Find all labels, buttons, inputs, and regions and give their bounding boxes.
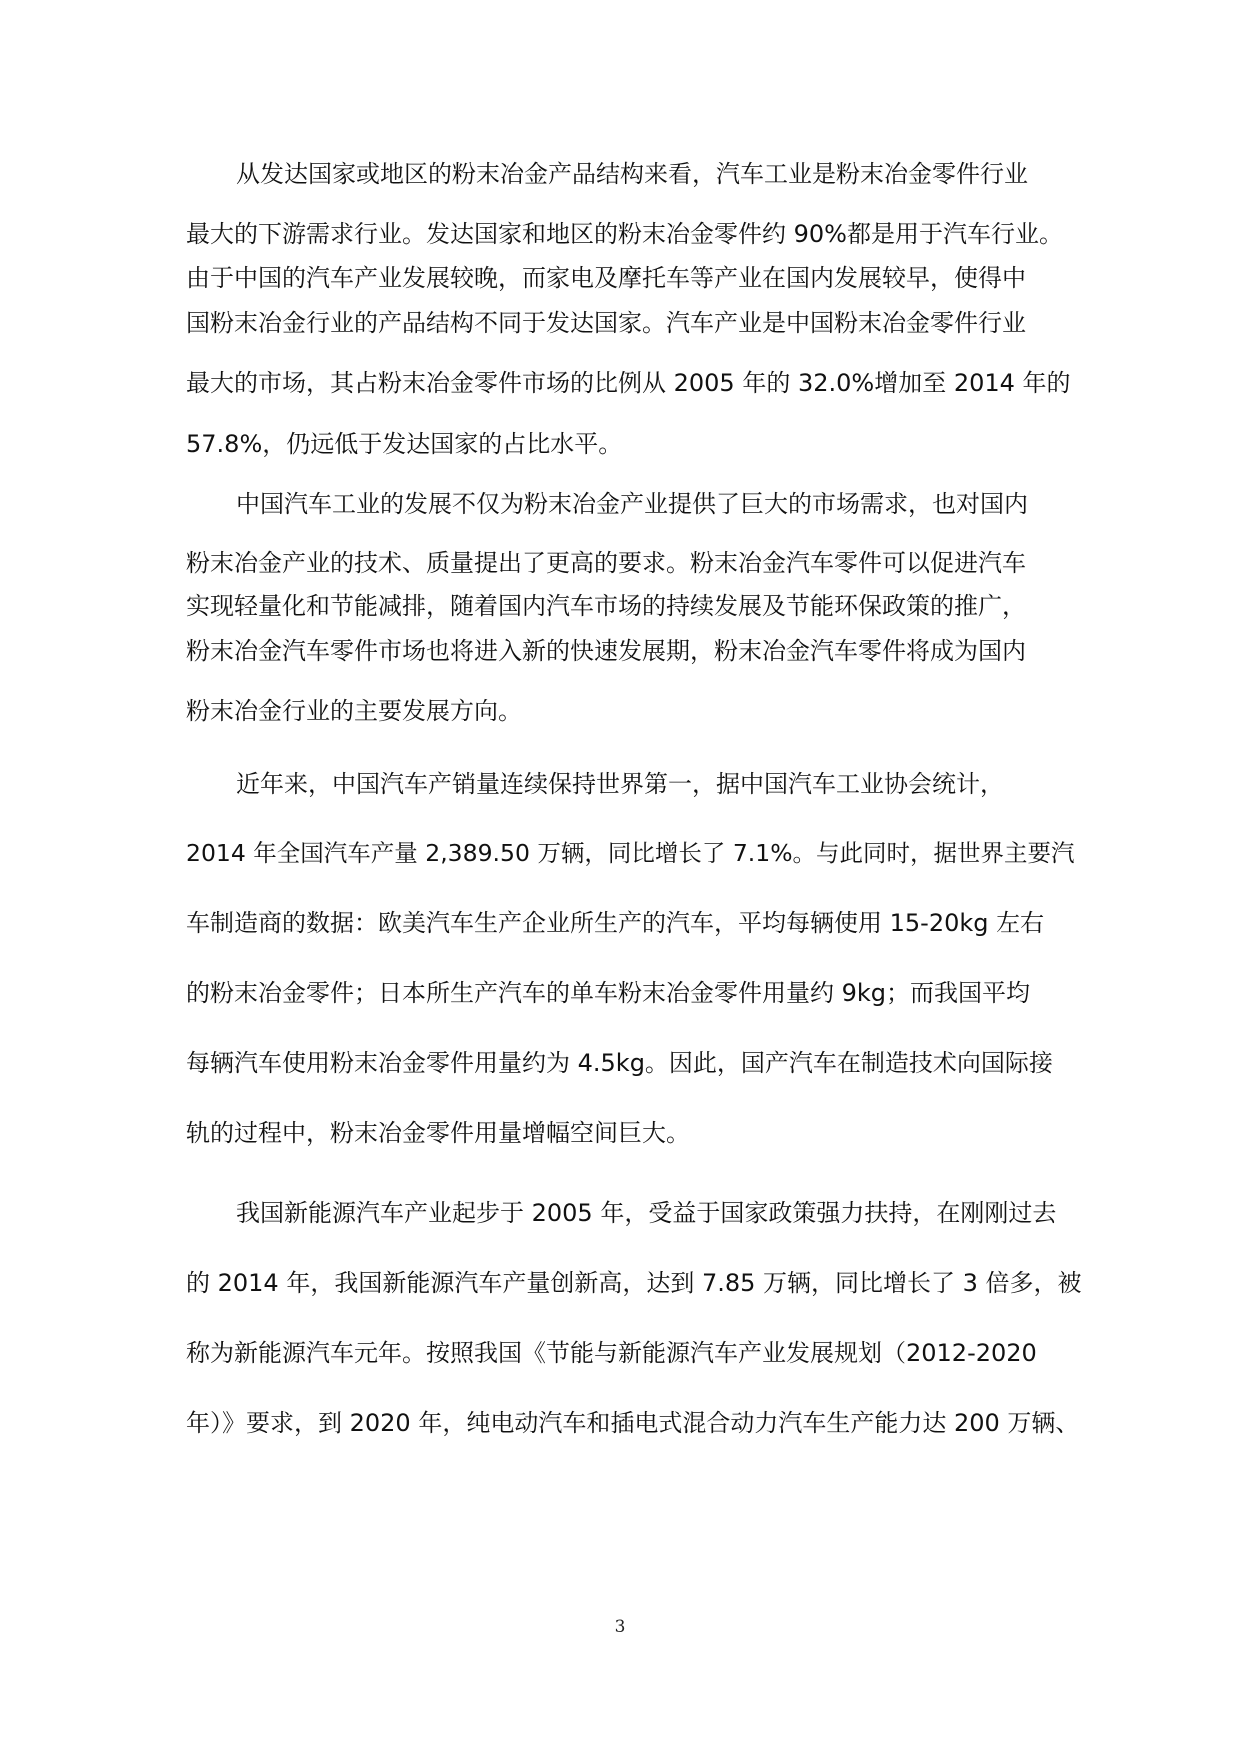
paragraph-1-line-6: 57.8%，仍远低于发达国家的占比水平。	[186, 430, 623, 458]
paragraph-3-line-1: 近年来，中国汽车产销量连续保持世界第一，据中国汽车工业协会统计，	[236, 770, 1004, 798]
paragraph-2-line-5: 粉末冶金行业的主要发展方向。	[186, 697, 522, 725]
paragraph-2-line-3: 实现轻量化和节能减排，随着国内汽车市场的持续发展及节能环保政策的推广，	[186, 592, 1026, 620]
paragraph-2-line-1: 中国汽车工业的发展不仅为粉末冶金产业提供了巨大的市场需求，也对国内	[236, 490, 1028, 518]
paragraph-1-line-5: 最大的市场，其占粉末冶金零件市场的比例从 2005 年的 32.0%增加至 2014 年的	[186, 369, 1071, 397]
paragraph-3-line-3: 车制造商的数据：欧美汽车生产企业所生产的汽车，平均每辆使用 15-20kg 左右	[186, 909, 1045, 937]
paragraph-1-line-4: 国粉末冶金行业的产品结构不同于发达国家。汽车产业是中国粉末冶金零件行业	[186, 309, 1026, 337]
paragraph-3-line-6: 轨的过程中，粉末冶金零件用量增幅空间巨大。	[186, 1119, 690, 1147]
paragraph-1-line-2: 最大的下游需求行业。发达国家和地区的粉末冶金零件约 90%都是用于汽车行业。	[186, 220, 1063, 248]
paragraph-3-line-2: 2014 年全国汽车产量 2,389.50 万辆，同比增长了 7.1%。与此同时，据世界主要汽	[186, 839, 1075, 867]
paragraph-3-line-4: 的粉末冶金零件；日本所生产汽车的单车粉末冶金零件用量约 9kg；而我国平均	[186, 979, 1031, 1007]
paragraph-4-line-4: 年）》要求，到 2020 年，纯电动汽车和插电式混合动力汽车生产能力达 200 万辆、	[186, 1409, 1080, 1437]
paragraph-4-line-3: 称为新能源汽车元年。按照我国《节能与新能源汽车产业发展规划（2012-2020	[186, 1339, 1037, 1367]
paragraph-2-line-4: 粉末冶金汽车零件市场也将进入新的快速发展期，粉末冶金汽车零件将成为国内	[186, 637, 1026, 665]
paragraph-2-line-2: 粉末冶金产业的技术、质量提出了更高的要求。粉末冶金汽车零件可以促进汽车	[186, 549, 1026, 577]
paragraph-1-line-1: 从发达国家或地区的粉末冶金产品结构来看，汽车工业是粉末冶金零件行业	[236, 160, 1028, 188]
paragraph-4-line-1: 我国新能源汽车产业起步于 2005 年，受益于国家政策强力扶持，在刚刚过去	[236, 1199, 1057, 1227]
paragraph-1-line-3: 由于中国的汽车产业发展较晚，而家电及摩托车等产业在国内发展较早，使得中	[186, 264, 1026, 292]
page-number: 3	[614, 1617, 626, 1637]
paragraph-3-line-5: 每辆汽车使用粉末冶金零件用量约为 4.5kg。因此，国产汽车在制造技术向国际接	[186, 1049, 1053, 1077]
paragraph-4-line-2: 的 2014 年，我国新能源汽车产量创新高，达到 7.85 万辆，同比增长了 3 倍多，被	[186, 1269, 1082, 1297]
